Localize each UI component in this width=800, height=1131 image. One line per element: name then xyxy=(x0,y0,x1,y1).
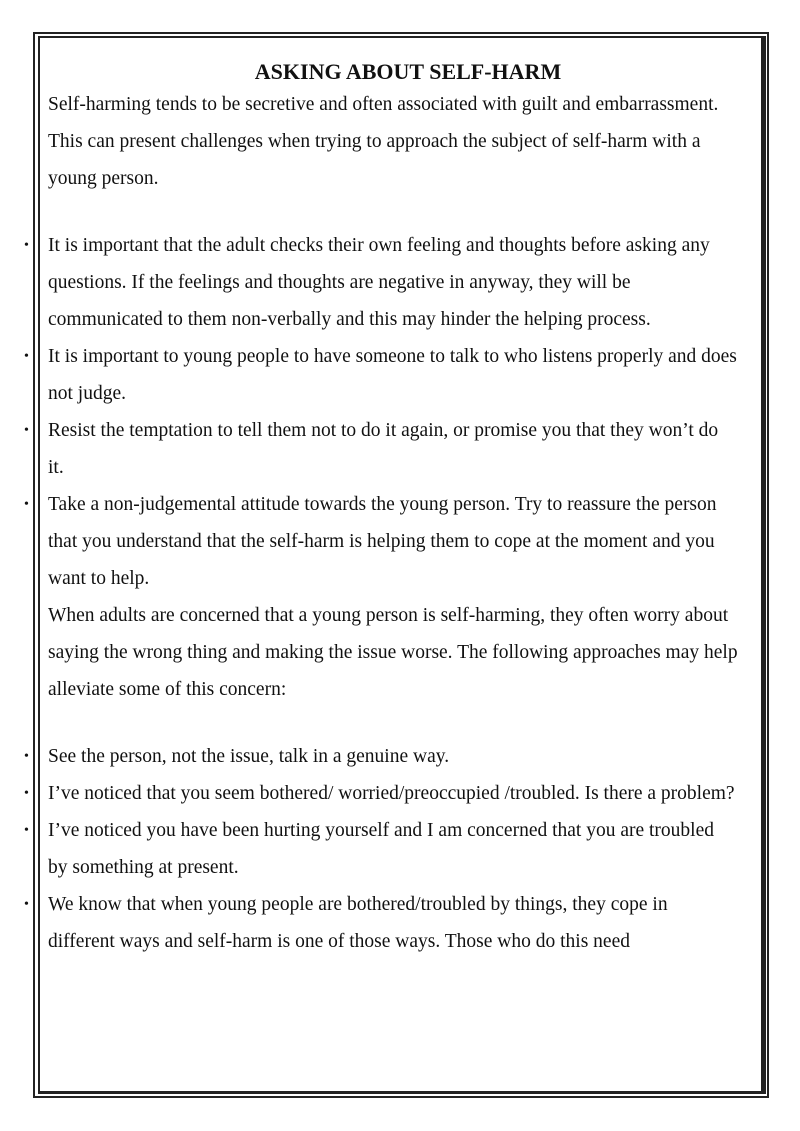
bullet-icon: • xyxy=(24,897,29,912)
list-item xyxy=(24,775,738,812)
list-item-text: See the person, not the issue, talk in a genuine way. xyxy=(48,746,450,767)
spacer xyxy=(48,708,738,738)
list-item xyxy=(24,338,738,412)
list-item xyxy=(24,812,738,886)
bullet-icon: • xyxy=(24,497,29,512)
page-border-shadow-bottom xyxy=(38,1091,764,1094)
document-body xyxy=(24,58,738,960)
page-border-shadow-right xyxy=(761,36,764,1094)
list-item-text: Resist the temptation to tell them not to do it again, or promise you that they won’t do it. xyxy=(48,420,719,478)
list-item xyxy=(24,412,738,486)
list-item-text: It is important to young people to have someone to talk to who listens properly and does not judge. xyxy=(48,346,737,404)
bullet-icon: • xyxy=(24,349,29,364)
bullet-list-1 xyxy=(24,227,738,597)
bullet-list-2 xyxy=(24,738,738,960)
list-item-text: It is important that the adult checks their own feeling and thoughts before asking any questions. If the feelings and thoughts are negative in anyway, they will be communicated to them non-verbally and this may hinder the helping process. xyxy=(48,235,710,330)
bullet-icon: • xyxy=(24,238,29,253)
bullet-icon: • xyxy=(24,786,29,801)
list-item xyxy=(24,227,738,338)
bullet-icon: • xyxy=(24,423,29,438)
intro-paragraph: Self-harming tends to be secretive and often associated with guilt and embarrassment. This can present challenges when trying to approach the subject of self-harm with a young person. xyxy=(48,94,719,189)
bullet-icon: • xyxy=(24,823,29,838)
bullet-icon: • xyxy=(24,749,29,764)
spacer xyxy=(48,197,738,227)
list-item-text: Take a non-judgemental attitude towards the young person. Try to reassure the person that you understand that the self-harm is helping them to cope at the moment and you want to help. xyxy=(48,494,717,589)
middle-paragraph: When adults are concerned that a young person is self-harming, they often worry about saying the wrong thing and making the issue worse. The following approaches may help alleviate some of this concern: xyxy=(48,605,738,700)
list-item xyxy=(24,738,738,775)
list-item xyxy=(24,886,738,960)
page-title: ASKING ABOUT SELF-HARM xyxy=(254,59,562,84)
list-item-text: We know that when young people are bothered/troubled by things, they cope in different ways and self-harm is one of those ways. Those who do this need xyxy=(48,894,668,952)
list-item xyxy=(24,486,738,597)
list-item-text: I’ve noticed you have been hurting yourself and I am concerned that you are troubled by something at present. xyxy=(48,820,714,878)
list-item-text: I’ve noticed that you seem bothered/ worried/preoccupied /troubled. Is there a problem? xyxy=(48,783,735,804)
